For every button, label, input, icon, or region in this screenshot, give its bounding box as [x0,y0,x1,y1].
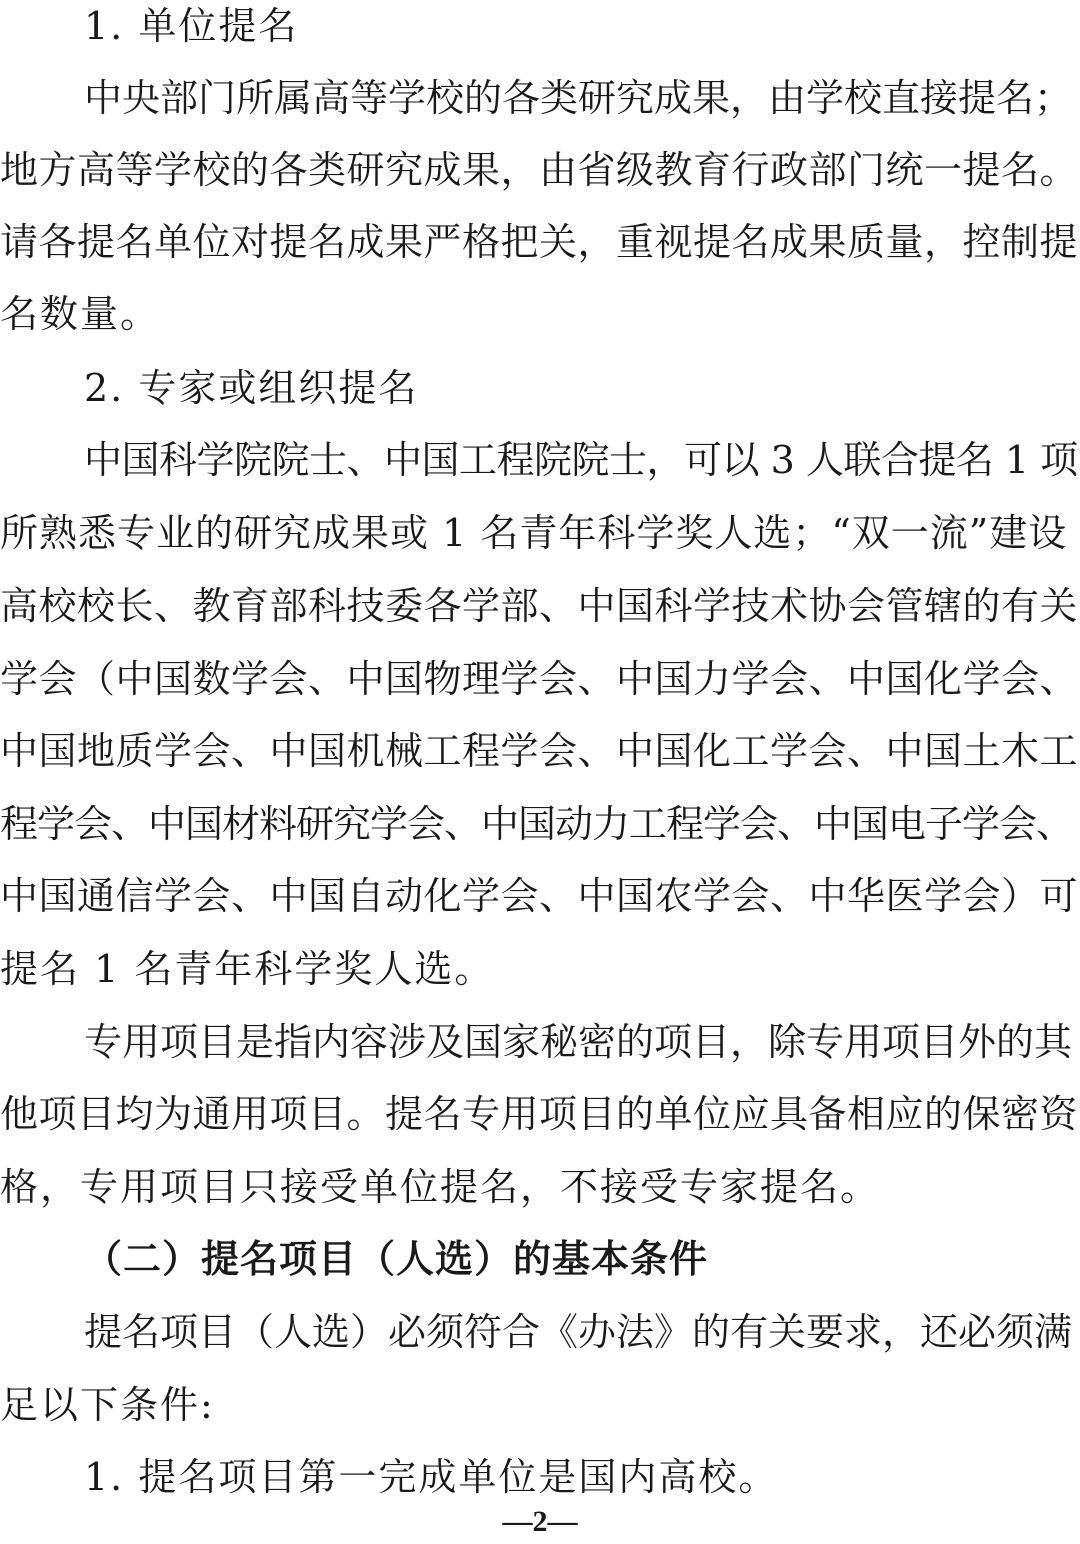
paragraph-line: 名数量。 [0,292,161,336]
paragraph-line: 程学会、中国材料研究学会、中国动力工程学会、中国电子学会、 [0,802,1074,846]
paragraph-line: 中国通信学会、中国自动化学会、中国农学会、中华医学会）可 [0,874,1079,918]
paragraph-line: 中国科学院院士、中国工程院院士，可以 3 人联合提名 1 项 [84,438,1078,482]
paragraph-line: 高校校长、教育部科技委各学部、中国科学技术协会管辖的有关 [0,584,1079,628]
item-heading-expert-nomination: 2. 专家或组织提名 [84,366,419,410]
item-heading-unit-nomination: 1. 单位提名 [84,4,299,48]
paragraph-line: 学会（中国数学会、中国物理学会、中国力学会、中国化学会、 [0,657,1079,701]
section-heading-basic-conditions: （二）提名项目（人选）的基本条件 [84,1236,709,1281]
paragraph-line: 专用项目是指内容涉及国家秘密的项目，除专用项目外的其 [84,1020,1073,1064]
paragraph-line: 提名 1 名青年科学奖人选。 [0,947,495,991]
paragraph-line: 中央部门所属高等学校的各类研究成果，由学校直接提名； [84,76,1073,120]
paragraph-line: 他项目均为通用项目。提名专用项目的单位应具备相应的保密资 [0,1092,1079,1136]
page-number: —2— [502,1505,578,1538]
paragraph-line: 中国地质学会、中国机械工程学会、中国化工学会、中国土木工 [0,729,1079,773]
paragraph-line: 请各提名单位对提名成果严格把关，重视提名成果质量，控制提 [0,220,1079,264]
paragraph-line: 提名项目（人选）必须符合《办法》的有关要求，还必须满 [84,1310,1073,1354]
paragraph-line: 格，专用项目只接受单位提名，不接受专家提名。 [0,1165,881,1209]
paragraph-line: 所熟悉专业的研究成果或 1 名青年科学奖人选；“双一流”建设 [0,511,1068,555]
paragraph-line: 足以下条件: [0,1383,215,1427]
paragraph-line: 地方高等学校的各类研究成果，由省级教育行政部门统一提名。 [0,148,1079,192]
item-heading-first-condition: 1. 提名项目第一完成单位是国内高校。 [84,1455,779,1499]
